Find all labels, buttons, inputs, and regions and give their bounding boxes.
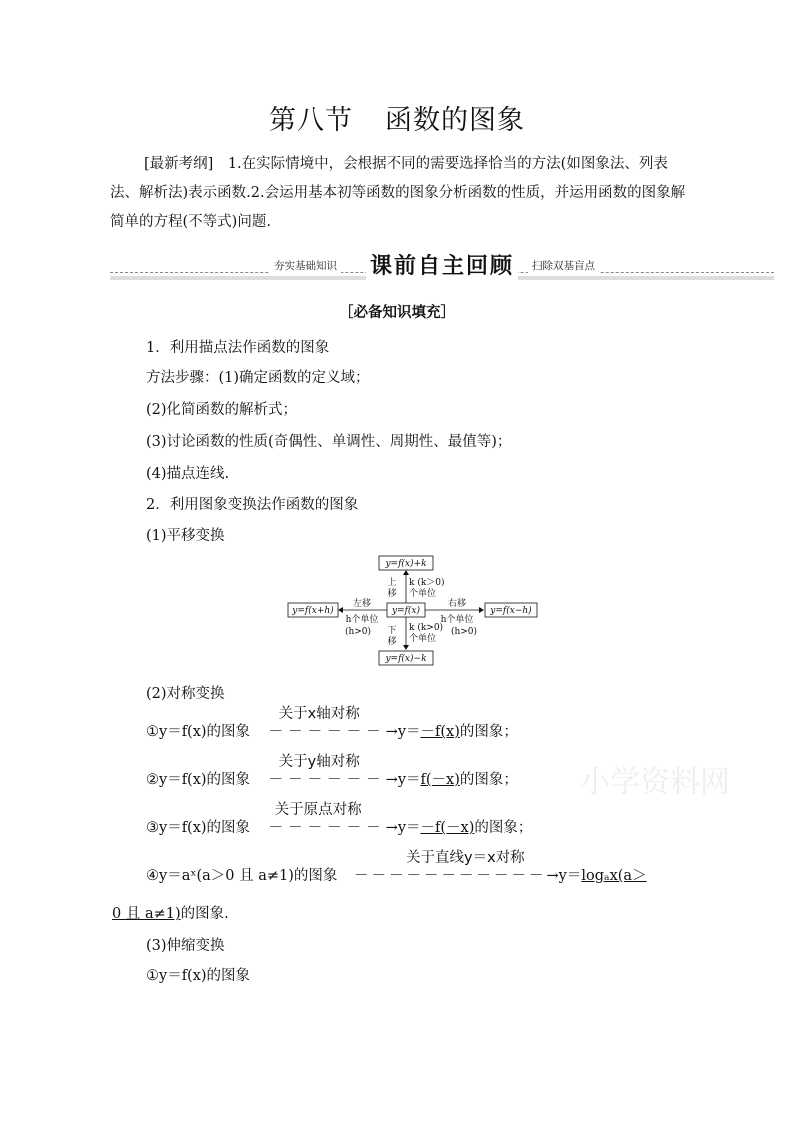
sym2-arrow: 关于y轴对称 －－－－－－→y＝f(－x)的图象； <box>269 768 518 789</box>
sym1-label: 关于x轴对称 <box>278 706 360 722</box>
down-label-c: k (k>0) <box>409 623 444 633</box>
right-label-c: (h>0) <box>450 627 478 637</box>
sym2-post: 的图象； <box>459 772 518 788</box>
page-title <box>0 98 794 137</box>
box-center-label: y=f(x) <box>391 606 421 616</box>
up-label-b: 移 <box>387 589 397 599</box>
sym3-label: 关于原点对称 <box>274 802 362 818</box>
section-banner <box>110 249 774 289</box>
banner-right: 扫除双基盲点 <box>528 258 599 273</box>
symmetry-line-4 <box>146 850 647 885</box>
sym3-pre: ③y＝f(x)的图象 <box>146 820 251 836</box>
translation-diagram <box>280 548 550 672</box>
symmetry-line-2 <box>146 754 518 789</box>
section-heading: ［必备知识填充］ <box>339 305 455 321</box>
up-label-d: 个单位 <box>409 589 437 599</box>
symmetry-line-1 <box>146 706 518 741</box>
outline-text: 1.在实际情境中，会根据不同的需要选择恰当的方法(如图象法、列表法、解析法)表示函数.2.会运用基本初等函数的图象分析函数的性质，并运用函数的图象解简单的方程(不等式)问题. <box>110 156 686 230</box>
left-label-c: (h>0) <box>344 627 372 637</box>
left-label-a: 左移 <box>352 599 372 609</box>
sym1-res-pre: →y＝ <box>385 724 421 740</box>
right-label-b: h个单位 <box>440 615 474 625</box>
sym2-res-pre: →y＝ <box>385 772 421 788</box>
sym3-res-pre: →y＝ <box>385 820 421 836</box>
up-label-a: 上 <box>387 578 397 588</box>
scaling-heading: (3)伸缩变换 <box>146 938 225 954</box>
right-label-a: 右移 <box>447 599 467 609</box>
left-label-b: h个单位 <box>345 615 379 625</box>
sym4-res-pre: →y＝ <box>546 868 582 884</box>
scaling-item-1: ①y＝f(x)的图象 <box>146 968 251 984</box>
sym2-answer: f(－x) <box>420 772 460 788</box>
symmetry-heading: (2)对称变换 <box>146 686 225 702</box>
step-2: (2)化简函数的解析式； <box>146 402 298 418</box>
sym4-arrow: 关于直线y＝x对称 －－－－－－－－－－－→y＝logₐx(a＞ <box>354 864 647 885</box>
down-label-a: 下 <box>387 626 397 636</box>
down-label-d: 个单位 <box>409 634 437 644</box>
item-heading-1: 1．利用描点法作函数的图象 <box>146 340 330 356</box>
sym1-arrow: 关于x轴对称 －－－－－－→y＝－f(x)的图象； <box>269 720 518 741</box>
sym3-answer: －f(－x) <box>420 820 475 836</box>
down-label-b: 移 <box>387 637 397 647</box>
box-bottom-label: y=f(x)−k <box>385 654 427 664</box>
sym4-label: 关于直线y＝x对称 <box>406 850 525 866</box>
sym4-post: 的图象. <box>180 906 229 922</box>
item-heading-2: 2．利用图象变换法作函数的图象 <box>146 497 359 513</box>
sym3-arrow: 关于原点对称 －－－－－－→y＝－f(－x)的图象； <box>269 816 533 837</box>
box-right-label: y=f(x−h) <box>490 606 532 616</box>
section-number: 第八节 <box>269 105 353 136</box>
sym4-answer: logₐx(a＞ <box>581 868 647 884</box>
sym4-answer-cont: 0 且 a≠1) <box>112 906 181 922</box>
banner-main: 课前自主回顾 <box>366 249 518 280</box>
up-label-c: k (k＞0) <box>409 578 445 588</box>
watermark: 小学资料网 <box>580 765 730 800</box>
box-top-label: y=f(x)+k <box>385 559 427 569</box>
symmetry-line-4-cont <box>112 902 229 923</box>
step-3: (3)讨论函数的性质(奇偶性、单调性、周期性、最值等)； <box>146 434 512 450</box>
section-name: 函数的图象 <box>385 105 525 136</box>
sym1-pre: ①y＝f(x)的图象 <box>146 724 251 740</box>
sym1-answer: －f(x) <box>420 724 460 740</box>
outline-tag: [最新考纲] <box>144 156 214 172</box>
sym2-pre: ②y＝f(x)的图象 <box>146 772 251 788</box>
step-4: (4)描点连线. <box>146 466 230 482</box>
box-left-label: y=f(x+h) <box>292 606 334 616</box>
sym1-post: 的图象； <box>459 724 518 740</box>
banner-left: 夯实基础知识 <box>270 258 341 273</box>
exam-outline <box>110 150 690 237</box>
translation-heading: (1)平移变换 <box>146 528 225 544</box>
method-steps: 方法步骤：(1)确定函数的定义域； <box>146 370 370 386</box>
sym3-post: 的图象； <box>474 820 533 836</box>
sym4-pre: ④y＝aˣ(a＞0 且 a≠1)的图象 <box>146 868 338 884</box>
sym2-label: 关于y轴对称 <box>278 754 360 770</box>
symmetry-line-3 <box>146 802 533 837</box>
